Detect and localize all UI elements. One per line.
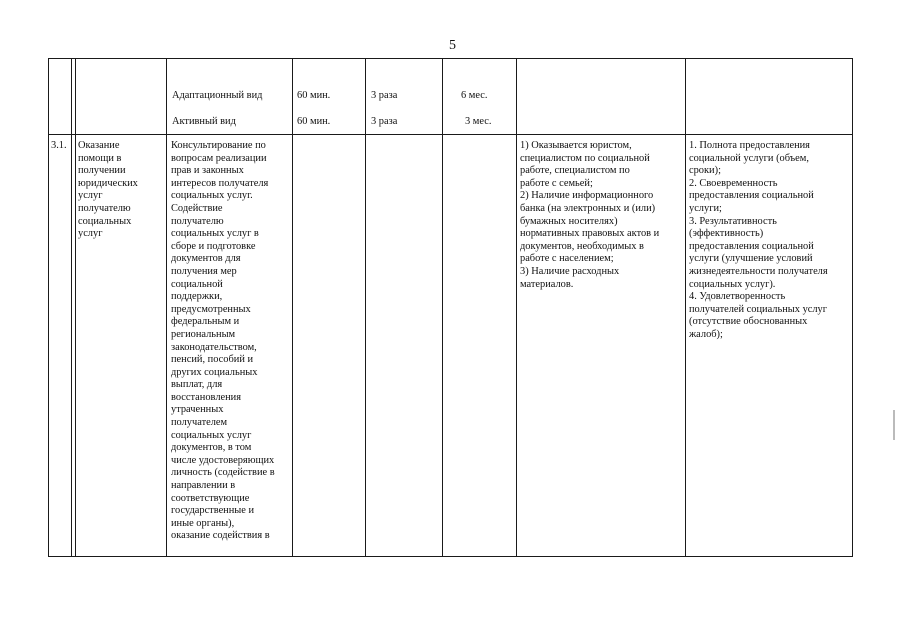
description-line: других социальных	[171, 366, 258, 378]
indicator-line: (эффективность)	[689, 228, 764, 240]
column-divider	[365, 58, 366, 557]
service-name-line: услуг	[78, 228, 103, 240]
indicator-line: социальной услуги (объем,	[689, 152, 809, 164]
frequency-adaptive: 3 раза	[371, 90, 398, 101]
description-line: утраченных	[171, 404, 224, 416]
description-line: социальных услуг в	[171, 228, 259, 240]
description-line: документов, в том	[171, 442, 252, 454]
service-name-line: получателю	[78, 202, 131, 214]
duration-active: 60 мин.	[297, 116, 331, 127]
description-line: восстановления	[171, 391, 242, 403]
column-divider	[292, 58, 293, 557]
description-line: Консультирование по	[171, 140, 266, 151]
description-line: социальной	[171, 278, 223, 290]
indicator-line: сроки);	[689, 165, 721, 177]
column-divider	[75, 58, 76, 557]
indicator-line: жизнедеятельности получателя	[689, 265, 828, 277]
description-line: федеральным и	[171, 316, 240, 328]
table-top-border	[48, 58, 852, 59]
description-line: социальных услуг.	[171, 190, 253, 202]
column-divider	[685, 58, 686, 557]
description-line: документов для	[171, 253, 241, 265]
description-line: получателю	[171, 215, 224, 227]
conditions-line: бумажных носителях)	[520, 215, 618, 227]
description-line: оказание содействия в	[171, 530, 270, 542]
description-line: вопросам реализации	[171, 152, 267, 164]
conditions-line: нормативных правовых актов и	[520, 228, 660, 240]
indicator-line: получателей социальных услуг	[689, 303, 828, 315]
service-name-line: услуг	[78, 190, 103, 202]
description-line: предусмотренных	[171, 303, 251, 315]
description-line: получения мер	[171, 265, 237, 277]
service-name-cell	[78, 140, 138, 241]
conditions-line: работе с населением;	[520, 253, 614, 265]
indicator-line: 1. Полнота предоставления	[689, 140, 810, 151]
description-line: направлении в	[171, 480, 236, 492]
column-divider	[71, 58, 72, 557]
indicator-line: 4. Удовлетворенность	[689, 291, 786, 303]
service-form-active: Активный вид	[172, 116, 236, 127]
indicator-line: услуги;	[689, 202, 722, 214]
description-line: интересов получателя	[171, 177, 269, 189]
description-line: числе удостоверяющих	[171, 454, 275, 466]
period-adaptive: 6 мес.	[461, 90, 488, 101]
page-number: 5	[449, 38, 456, 53]
column-divider	[516, 58, 517, 557]
frequency-active: 3 раза	[371, 116, 398, 127]
description-line: социальных услуг	[171, 429, 252, 441]
indicator-line: предоставления социальной	[689, 240, 814, 252]
conditions-line: 3) Наличие расходных	[520, 265, 620, 277]
description-line: прав и законных	[171, 165, 244, 177]
row-separator	[48, 134, 852, 135]
description-line: законодательством,	[171, 341, 257, 353]
description-line: пенсий, пособий и	[171, 354, 254, 366]
conditions-line: 2) Наличие информационного	[520, 190, 654, 202]
service-name-line: помощи в	[78, 152, 122, 164]
period-active: 3 мес.	[465, 116, 492, 127]
conditions-line: банка (на электронных и (или)	[520, 202, 656, 214]
description-line: иные органы),	[171, 517, 235, 529]
description-line: получателем	[171, 417, 228, 429]
scan-artifact	[893, 410, 895, 440]
quality-indicators-cell	[689, 140, 828, 342]
service-form-adaptive: Адаптационный вид	[172, 90, 263, 101]
description-line: сборе и подготовке	[171, 240, 256, 252]
description-line: Содействие	[171, 202, 223, 214]
conditions-line: документов, необходимых в	[520, 240, 644, 252]
description-line: поддержки,	[171, 291, 223, 303]
description-line: государственные и	[171, 505, 255, 517]
conditions-line: материалов.	[520, 278, 574, 290]
table-left-border	[48, 58, 49, 557]
column-divider	[442, 58, 443, 557]
service-number: 3.1.	[51, 140, 67, 151]
indicator-line: (отсутствие обоснованных	[689, 316, 808, 328]
table-bottom-border	[48, 556, 852, 557]
table-right-border	[852, 58, 853, 557]
duration-adaptive: 60 мин.	[297, 90, 331, 101]
indicator-line: предоставления социальной	[689, 190, 814, 202]
service-conditions-cell	[520, 140, 659, 291]
conditions-line: 1) Оказывается юристом,	[520, 140, 632, 151]
description-line: региональным	[171, 328, 236, 340]
description-line: соответствующие	[171, 492, 250, 504]
service-description-cell	[171, 140, 275, 543]
service-name-line: юридических	[78, 177, 138, 189]
service-name-line: Оказание	[78, 140, 120, 151]
conditions-line: специалистом по социальной	[520, 152, 650, 164]
indicator-line: 2. Своевременность	[689, 177, 778, 189]
description-line: выплат, для	[171, 379, 223, 391]
service-name-line: социальных	[78, 215, 132, 227]
description-line: личность (содействие в	[171, 467, 275, 479]
indicator-line: услуги (улучшение условий	[689, 253, 813, 265]
column-divider	[166, 58, 167, 557]
indicator-line: социальных услуг).	[689, 278, 776, 290]
conditions-line: работе, специалистом по	[520, 165, 630, 177]
indicator-line: 3. Результативность	[689, 215, 777, 227]
conditions-line: работе с семьей;	[520, 177, 593, 189]
service-name-line: получении	[78, 165, 126, 177]
indicator-line: жалоб);	[689, 328, 723, 340]
